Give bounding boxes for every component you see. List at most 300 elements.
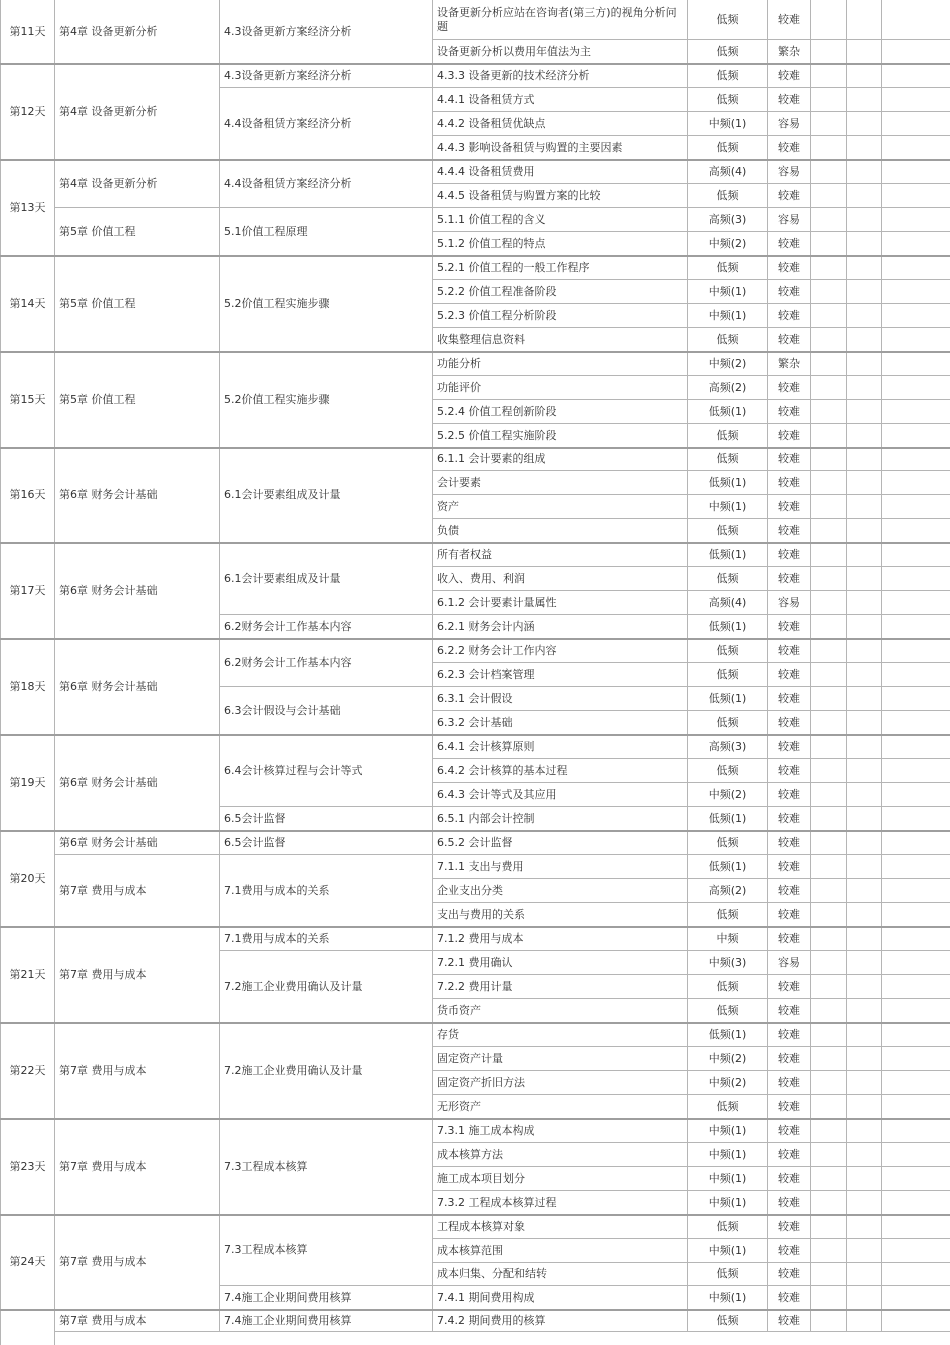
day-cell: 第22天 (1, 1023, 55, 1119)
topic-cell: 收入、费用、利润 (433, 567, 688, 591)
empty-cell (882, 112, 950, 136)
topic-cell: 成本核算方法 (433, 1143, 688, 1167)
empty-cell (811, 136, 847, 160)
empty-cell (847, 40, 882, 64)
section-cell: 6.1会计要素组成及计量 (220, 543, 433, 615)
empty-cell (847, 1167, 882, 1191)
day-separator (0, 159, 950, 161)
topic-cell: 6.3.2 会计基础 (433, 711, 688, 735)
topic-cell: 5.2.1 价值工程的一般工作程序 (433, 256, 688, 280)
frequency-cell: 低频 (688, 424, 768, 448)
difficulty-cell: 较难 (768, 1143, 811, 1167)
difficulty-cell: 较难 (768, 256, 811, 280)
empty-cell (882, 615, 950, 639)
empty-cell (847, 400, 882, 424)
empty-cell (847, 112, 882, 136)
empty-cell (847, 64, 882, 88)
empty-cell (811, 232, 847, 256)
day-cell: 第11天 (1, 0, 55, 64)
section-cell: 6.5会计监督 (220, 831, 433, 855)
chapter-cell: 第6章 财务会计基础 (55, 735, 220, 831)
empty-cell (847, 783, 882, 807)
section-cell: 5.2价值工程实施步骤 (220, 352, 433, 448)
empty-cell (811, 831, 847, 855)
empty-cell (882, 280, 950, 304)
table-continuation-row (55, 1332, 950, 1345)
difficulty-cell: 较难 (768, 280, 811, 304)
empty-cell (811, 711, 847, 735)
empty-cell (847, 1095, 882, 1119)
frequency-cell: 低频 (688, 975, 768, 999)
frequency-cell: 低频(1) (688, 615, 768, 639)
topic-cell: 5.2.5 价值工程实施阶段 (433, 424, 688, 448)
empty-cell (882, 1215, 950, 1239)
frequency-cell: 低频(1) (688, 807, 768, 831)
frequency-cell: 中频(1) (688, 1191, 768, 1215)
day-separator (0, 1309, 950, 1311)
empty-cell (811, 951, 847, 975)
empty-cell (847, 1023, 882, 1047)
section-cell: 7.3工程成本核算 (220, 1215, 433, 1286)
empty-cell (847, 328, 882, 352)
empty-cell (811, 448, 847, 471)
empty-cell (882, 1071, 950, 1095)
empty-cell (811, 304, 847, 328)
empty-cell (847, 1286, 882, 1310)
difficulty-cell: 较难 (768, 376, 811, 400)
topic-cell: 4.4.2 设备租赁优缺点 (433, 112, 688, 136)
topic-cell: 4.4.4 设备租赁费用 (433, 160, 688, 184)
frequency-cell: 低频(1) (688, 855, 768, 879)
topic-cell: 收集整理信息资料 (433, 328, 688, 352)
empty-cell (811, 1095, 847, 1119)
day-separator (0, 638, 950, 640)
day-cell: 第16天 (1, 448, 55, 543)
empty-cell (882, 999, 950, 1023)
chapter-cell: 第5章 价值工程 (55, 352, 220, 448)
frequency-cell: 低频 (688, 639, 768, 663)
empty-cell (811, 855, 847, 879)
chapter-cell: 第6章 财务会计基础 (55, 543, 220, 639)
empty-cell (882, 663, 950, 687)
empty-cell (882, 184, 950, 208)
empty-cell (882, 1119, 950, 1143)
empty-cell (847, 1143, 882, 1167)
day-cell: 第19天 (1, 735, 55, 831)
empty-cell (811, 1047, 847, 1071)
empty-cell (847, 975, 882, 999)
difficulty-cell: 较难 (768, 1191, 811, 1215)
empty-cell (882, 543, 950, 567)
day-separator (0, 351, 950, 353)
empty-cell (811, 615, 847, 639)
empty-cell (882, 783, 950, 807)
frequency-cell: 中频(1) (688, 1167, 768, 1191)
frequency-cell: 低频 (688, 831, 768, 855)
day-cell: 第14天 (1, 256, 55, 352)
empty-cell (811, 88, 847, 112)
empty-cell (847, 160, 882, 184)
empty-cell (811, 783, 847, 807)
topic-cell: 7.2.1 费用确认 (433, 951, 688, 975)
difficulty-cell: 繁杂 (768, 352, 811, 376)
difficulty-cell: 容易 (768, 591, 811, 615)
frequency-cell: 中频(1) (688, 1286, 768, 1310)
topic-cell: 6.2.1 财务会计内涵 (433, 615, 688, 639)
empty-cell (811, 400, 847, 424)
difficulty-cell: 较难 (768, 879, 811, 903)
frequency-cell: 高频(4) (688, 160, 768, 184)
empty-cell (882, 376, 950, 400)
topic-cell: 企业支出分类 (433, 879, 688, 903)
empty-cell (811, 376, 847, 400)
frequency-cell: 高频(3) (688, 735, 768, 759)
empty-cell (882, 1239, 950, 1263)
topic-cell: 6.4.2 会计核算的基本过程 (433, 759, 688, 783)
empty-cell (882, 1023, 950, 1047)
empty-cell (811, 1119, 847, 1143)
empty-cell (811, 735, 847, 759)
topic-cell: 成本归集、分配和结转 (433, 1263, 688, 1286)
empty-cell (811, 112, 847, 136)
topic-cell: 5.1.1 价值工程的含义 (433, 208, 688, 232)
empty-cell (847, 735, 882, 759)
topic-cell: 成本核算范围 (433, 1239, 688, 1263)
topic-cell: 负债 (433, 519, 688, 543)
day-cell: 第12天 (1, 64, 55, 160)
difficulty-cell: 较难 (768, 1119, 811, 1143)
frequency-cell: 高频(3) (688, 208, 768, 232)
topic-cell: 功能评价 (433, 376, 688, 400)
section-cell: 7.1费用与成本的关系 (220, 927, 433, 951)
chapter-cell: 第4章 设备更新分析 (55, 0, 220, 64)
empty-cell (882, 639, 950, 663)
section-cell: 6.4会计核算过程与会计等式 (220, 735, 433, 807)
empty-cell (811, 471, 847, 495)
empty-cell (847, 711, 882, 735)
difficulty-cell: 较难 (768, 567, 811, 591)
empty-cell (847, 88, 882, 112)
empty-cell (882, 495, 950, 519)
empty-cell (811, 759, 847, 783)
difficulty-cell: 较难 (768, 1286, 811, 1310)
frequency-cell: 低频 (688, 184, 768, 208)
difficulty-cell: 较难 (768, 1023, 811, 1047)
difficulty-cell: 较难 (768, 927, 811, 951)
chapter-cell: 第5章 价值工程 (55, 256, 220, 352)
topic-cell: 7.1.1 支出与费用 (433, 855, 688, 879)
difficulty-cell: 较难 (768, 663, 811, 687)
empty-cell (847, 687, 882, 711)
frequency-cell: 低频 (688, 1215, 768, 1239)
frequency-cell: 低频 (688, 328, 768, 352)
chapter-cell: 第7章 费用与成本 (55, 1310, 220, 1332)
topic-cell: 7.3.1 施工成本构成 (433, 1119, 688, 1143)
difficulty-cell: 较难 (768, 495, 811, 519)
frequency-cell: 低频 (688, 663, 768, 687)
day-cell: 第17天 (1, 543, 55, 639)
section-cell: 6.3会计假设与会计基础 (220, 687, 433, 735)
empty-cell (847, 304, 882, 328)
empty-cell (847, 591, 882, 615)
frequency-cell: 低频 (688, 1310, 768, 1332)
difficulty-cell: 较难 (768, 543, 811, 567)
topic-cell: 所有者权益 (433, 543, 688, 567)
empty-cell (882, 1143, 950, 1167)
empty-cell (811, 40, 847, 64)
frequency-cell: 中频 (688, 927, 768, 951)
difficulty-cell: 较难 (768, 328, 811, 352)
difficulty-cell: 较难 (768, 855, 811, 879)
empty-cell (882, 352, 950, 376)
chapter-cell: 第7章 费用与成本 (55, 1119, 220, 1215)
difficulty-cell: 较难 (768, 1167, 811, 1191)
empty-cell (882, 304, 950, 328)
empty-cell (882, 256, 950, 280)
empty-cell (882, 448, 950, 471)
difficulty-cell: 较难 (768, 232, 811, 256)
empty-cell (811, 184, 847, 208)
empty-cell (847, 136, 882, 160)
empty-cell (847, 807, 882, 831)
difficulty-cell: 较难 (768, 519, 811, 543)
empty-cell (811, 999, 847, 1023)
topic-cell: 7.4.1 期间费用构成 (433, 1286, 688, 1310)
frequency-cell: 低频 (688, 711, 768, 735)
empty-cell (882, 591, 950, 615)
topic-cell: 7.2.2 费用计量 (433, 975, 688, 999)
day-separator (0, 542, 950, 544)
chapter-cell: 第4章 设备更新分析 (55, 64, 220, 160)
empty-cell (847, 352, 882, 376)
topic-cell: 6.2.3 会计档案管理 (433, 663, 688, 687)
frequency-cell: 中频(2) (688, 1071, 768, 1095)
frequency-cell: 中频(2) (688, 783, 768, 807)
empty-cell (847, 951, 882, 975)
empty-cell (882, 64, 950, 88)
topic-cell: 6.2.2 财务会计工作内容 (433, 639, 688, 663)
empty-cell (847, 208, 882, 232)
empty-cell (847, 1263, 882, 1286)
difficulty-cell: 较难 (768, 975, 811, 999)
topic-cell: 设备更新分析应站在咨询者(第三方)的视角分析问题 (433, 0, 688, 40)
frequency-cell: 高频(4) (688, 591, 768, 615)
frequency-cell: 低频 (688, 256, 768, 280)
difficulty-cell: 较难 (768, 615, 811, 639)
frequency-cell: 低频 (688, 519, 768, 543)
topic-cell: 施工成本项目划分 (433, 1167, 688, 1191)
day-cell: 第23天 (1, 1119, 55, 1215)
day-cell: 第24天 (1, 1215, 55, 1310)
section-cell: 7.3工程成本核算 (220, 1119, 433, 1215)
frequency-cell: 高频(2) (688, 376, 768, 400)
topic-cell: 固定资产折旧方法 (433, 1071, 688, 1095)
empty-cell (847, 495, 882, 519)
difficulty-cell: 较难 (768, 831, 811, 855)
day-separator (0, 830, 950, 832)
empty-cell (882, 471, 950, 495)
difficulty-cell: 较难 (768, 999, 811, 1023)
empty-cell (811, 495, 847, 519)
section-cell: 4.3设备更新方案经济分析 (220, 64, 433, 88)
empty-cell (811, 903, 847, 927)
empty-cell (811, 1263, 847, 1286)
empty-cell (811, 424, 847, 448)
day-cell: 第15天 (1, 352, 55, 448)
section-cell: 7.2施工企业费用确认及计量 (220, 1023, 433, 1119)
topic-cell: 4.4.3 影响设备租赁与购置的主要因素 (433, 136, 688, 160)
empty-cell (847, 1215, 882, 1239)
empty-cell (811, 352, 847, 376)
empty-cell (847, 184, 882, 208)
frequency-cell: 低频(1) (688, 687, 768, 711)
empty-cell (847, 1191, 882, 1215)
frequency-cell: 低频 (688, 1095, 768, 1119)
section-cell: 7.4施工企业期间费用核算 (220, 1286, 433, 1310)
empty-cell (847, 639, 882, 663)
empty-cell (847, 448, 882, 471)
difficulty-cell: 较难 (768, 424, 811, 448)
section-cell: 7.4施工企业期间费用核算 (220, 1310, 433, 1332)
difficulty-cell: 较难 (768, 639, 811, 663)
topic-cell: 无形资产 (433, 1095, 688, 1119)
chapter-cell: 第5章 价值工程 (55, 208, 220, 256)
empty-cell (882, 1263, 950, 1286)
frequency-cell: 中频(1) (688, 495, 768, 519)
topic-cell: 会计要素 (433, 471, 688, 495)
difficulty-cell: 容易 (768, 951, 811, 975)
empty-cell (811, 879, 847, 903)
frequency-cell: 低频 (688, 903, 768, 927)
empty-cell (811, 1167, 847, 1191)
day-separator (0, 926, 950, 928)
frequency-cell: 低频 (688, 999, 768, 1023)
day-separator (0, 734, 950, 736)
topic-cell: 5.2.4 价值工程创新阶段 (433, 400, 688, 424)
frequency-cell: 低频 (688, 567, 768, 591)
topic-cell: 7.1.2 费用与成本 (433, 927, 688, 951)
empty-cell (847, 280, 882, 304)
frequency-cell: 低频(1) (688, 543, 768, 567)
section-cell: 4.4设备租赁方案经济分析 (220, 88, 433, 160)
empty-cell (811, 1286, 847, 1310)
empty-cell (882, 0, 950, 40)
topic-cell: 6.4.3 会计等式及其应用 (433, 783, 688, 807)
empty-cell (882, 759, 950, 783)
frequency-cell: 中频(2) (688, 232, 768, 256)
empty-cell (811, 591, 847, 615)
empty-cell (882, 1047, 950, 1071)
chapter-cell: 第7章 费用与成本 (55, 855, 220, 927)
empty-cell (847, 376, 882, 400)
empty-cell (882, 903, 950, 927)
empty-cell (847, 424, 882, 448)
section-cell: 5.1价值工程原理 (220, 208, 433, 256)
topic-cell: 5.2.3 价值工程分析阶段 (433, 304, 688, 328)
section-cell: 7.2施工企业费用确认及计量 (220, 951, 433, 1023)
empty-cell (811, 1191, 847, 1215)
empty-cell (882, 160, 950, 184)
empty-cell (847, 615, 882, 639)
topic-cell: 功能分析 (433, 352, 688, 376)
empty-cell (847, 855, 882, 879)
topic-cell: 6.5.1 内部会计控制 (433, 807, 688, 831)
difficulty-cell: 较难 (768, 735, 811, 759)
empty-cell (811, 328, 847, 352)
empty-cell (811, 543, 847, 567)
difficulty-cell: 较难 (768, 88, 811, 112)
empty-cell (811, 160, 847, 184)
empty-cell (882, 807, 950, 831)
topic-cell: 4.4.1 设备租赁方式 (433, 88, 688, 112)
chapter-cell: 第7章 费用与成本 (55, 927, 220, 1023)
section-cell: 6.2财务会计工作基本内容 (220, 639, 433, 687)
empty-cell (847, 1119, 882, 1143)
topic-cell: 6.1.2 会计要素计量属性 (433, 591, 688, 615)
empty-cell (882, 1191, 950, 1215)
topic-cell: 固定资产计量 (433, 1047, 688, 1071)
empty-cell (882, 831, 950, 855)
difficulty-cell: 较难 (768, 1215, 811, 1239)
empty-cell (811, 1239, 847, 1263)
empty-cell (882, 711, 950, 735)
empty-cell (882, 927, 950, 951)
empty-cell (882, 855, 950, 879)
topic-cell: 支出与费用的关系 (433, 903, 688, 927)
frequency-cell: 低频(1) (688, 1023, 768, 1047)
difficulty-cell: 较难 (768, 1310, 811, 1332)
day-cell: 第18天 (1, 639, 55, 735)
empty-cell (811, 639, 847, 663)
empty-cell (882, 424, 950, 448)
empty-cell (847, 759, 882, 783)
empty-cell (882, 136, 950, 160)
empty-cell (847, 831, 882, 855)
difficulty-cell: 较难 (768, 136, 811, 160)
frequency-cell: 中频(1) (688, 304, 768, 328)
difficulty-cell: 容易 (768, 112, 811, 136)
empty-cell (847, 1071, 882, 1095)
empty-cell (811, 256, 847, 280)
topic-cell: 资产 (433, 495, 688, 519)
frequency-cell: 低频 (688, 1263, 768, 1286)
section-cell: 6.5会计监督 (220, 807, 433, 831)
empty-cell (811, 1023, 847, 1047)
section-cell: 4.4设备租赁方案经济分析 (220, 160, 433, 208)
empty-cell (811, 567, 847, 591)
empty-cell (811, 1143, 847, 1167)
empty-cell (882, 328, 950, 352)
difficulty-cell: 较难 (768, 304, 811, 328)
frequency-cell: 高频(2) (688, 879, 768, 903)
difficulty-cell: 较难 (768, 807, 811, 831)
difficulty-cell: 较难 (768, 1071, 811, 1095)
empty-cell (811, 807, 847, 831)
frequency-cell: 中频(1) (688, 280, 768, 304)
difficulty-cell: 较难 (768, 687, 811, 711)
empty-cell (811, 280, 847, 304)
empty-cell (882, 735, 950, 759)
frequency-cell: 低频 (688, 64, 768, 88)
difficulty-cell: 较难 (768, 448, 811, 471)
day-cell: 第21天 (1, 927, 55, 1023)
empty-cell (882, 1095, 950, 1119)
topic-cell: 4.3.3 设备更新的技术经济分析 (433, 64, 688, 88)
day-separator (0, 1118, 950, 1120)
difficulty-cell: 较难 (768, 1263, 811, 1286)
day-cell: 第13天 (1, 160, 55, 256)
empty-cell (811, 0, 847, 40)
